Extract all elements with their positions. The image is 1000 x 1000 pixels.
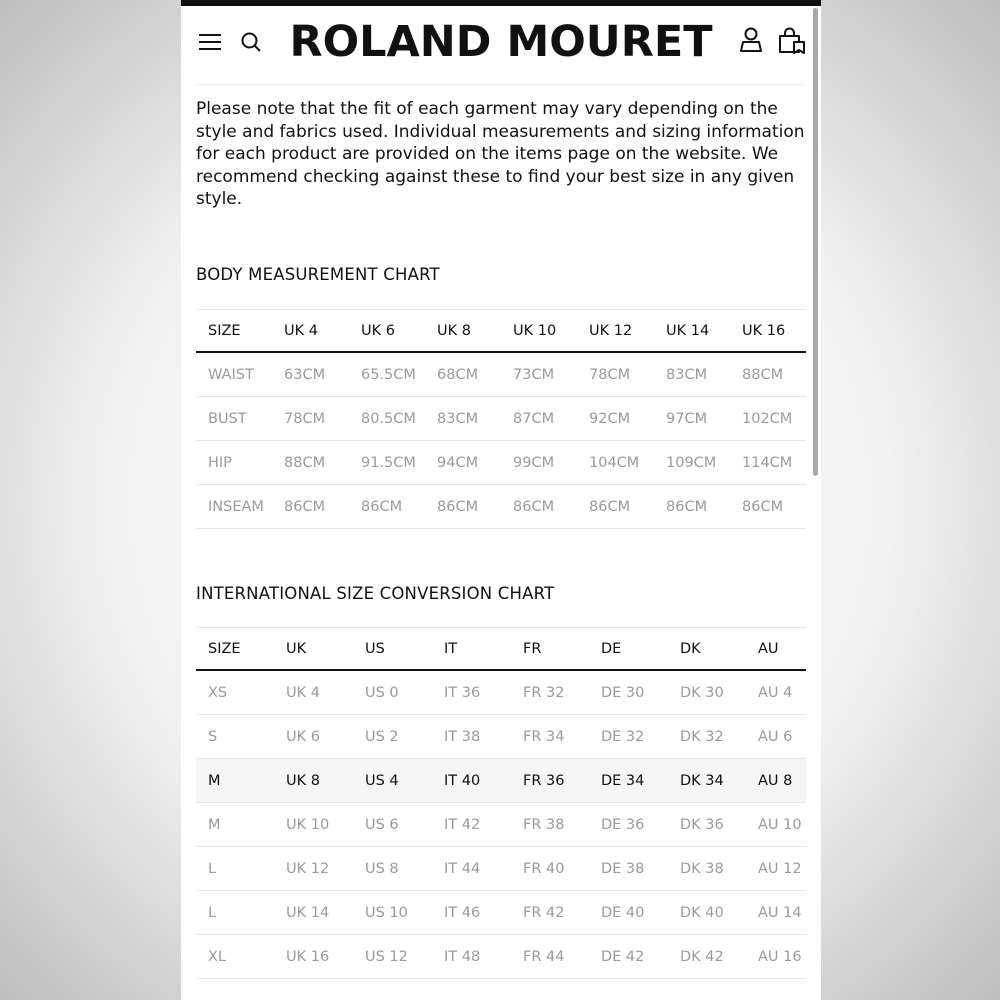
table-header-row <box>196 309 806 353</box>
body-measurement-table <box>196 309 806 529</box>
site-header <box>181 6 821 84</box>
table-cell: DK 32 <box>680 728 724 745</box>
table-row <box>196 891 806 935</box>
table-cell: DK 34 <box>680 772 724 789</box>
table-cell: 80.5CM <box>361 410 416 427</box>
table-cell: IT 38 <box>444 728 481 745</box>
column-header: UK 16 <box>742 322 786 339</box>
column-header: FR <box>523 640 542 657</box>
table-cell: US 8 <box>365 860 399 877</box>
table-cell: 78CM <box>284 410 326 427</box>
table-cell: 102CM <box>742 410 793 427</box>
table-cell: 88CM <box>742 366 784 383</box>
table-row <box>196 715 806 759</box>
table-cell: FR 44 <box>523 948 565 965</box>
column-header: US <box>365 640 385 657</box>
table-cell: 65.5CM <box>361 366 416 383</box>
header-divider <box>196 84 806 85</box>
column-header: UK 4 <box>284 322 318 339</box>
table-row <box>196 759 806 803</box>
table-cell: AU 16 <box>758 948 802 965</box>
table-cell: 86CM <box>589 498 631 515</box>
table-cell: FR 40 <box>523 860 565 877</box>
table-cell: 88CM <box>284 454 326 471</box>
table-cell: 83CM <box>666 366 708 383</box>
table-cell: UK 10 <box>286 816 330 833</box>
table-cell: IT 42 <box>444 816 481 833</box>
table-row <box>196 397 806 441</box>
sizing-note: Please note that the fit of each garment may vary depending on the style and fabrics used. Individual measurements and sizing information for each product are provided on the items page on the website. We recommend checking against these to find your best size in any given style. <box>196 99 805 209</box>
table-cell: 63CM <box>284 366 326 383</box>
table-cell: UK 8 <box>286 772 320 789</box>
search-icon[interactable] <box>239 30 263 54</box>
table-cell: UK 16 <box>286 948 330 965</box>
table-cell: 86CM <box>513 498 555 515</box>
scrollbar[interactable] <box>813 8 818 476</box>
table-cell: M <box>208 772 221 789</box>
menu-icon[interactable] <box>198 32 222 52</box>
table-cell: 86CM <box>666 498 708 515</box>
table-cell: 86CM <box>361 498 403 515</box>
table-cell: DE 42 <box>601 948 645 965</box>
table-cell: 68CM <box>437 366 479 383</box>
table-cell: L <box>208 904 217 921</box>
table-cell: AU 12 <box>758 860 802 877</box>
table-row <box>196 671 806 715</box>
column-header: SIZE <box>208 640 241 657</box>
column-header: UK 12 <box>589 322 633 339</box>
column-header: UK 6 <box>361 322 395 339</box>
table-cell: 92CM <box>589 410 631 427</box>
table-cell: US 6 <box>365 816 399 833</box>
table-cell: S <box>208 728 218 745</box>
column-header: SIZE <box>208 322 241 339</box>
table-cell: UK 12 <box>286 860 330 877</box>
table-cell: US 4 <box>365 772 399 789</box>
table-cell: IT 48 <box>444 948 481 965</box>
table-cell: DK 36 <box>680 816 724 833</box>
phone-screen <box>181 0 821 1000</box>
table-header-row <box>196 627 806 671</box>
table-cell: 109CM <box>666 454 717 471</box>
table-cell: DE 34 <box>601 772 645 789</box>
table-cell: UK 6 <box>286 728 320 745</box>
table-cell: IT 46 <box>444 904 481 921</box>
account-icon[interactable] <box>738 26 764 54</box>
table-cell: IT 40 <box>444 772 481 789</box>
shopping-bag-icon[interactable] <box>778 26 806 56</box>
table-cell: AU 8 <box>758 772 793 789</box>
table-cell: 114CM <box>742 454 793 471</box>
size-conversion-table <box>196 627 806 979</box>
table-cell: IT 36 <box>444 684 481 701</box>
table-cell: INSEAM <box>208 498 264 515</box>
table-cell: M <box>208 816 221 833</box>
table-cell: DK 30 <box>680 684 724 701</box>
table-cell: 73CM <box>513 366 555 383</box>
table-cell: 78CM <box>589 366 631 383</box>
column-header: UK 8 <box>437 322 471 339</box>
table-row <box>196 935 806 979</box>
table-cell: DE 40 <box>601 904 645 921</box>
table-cell: AU 14 <box>758 904 802 921</box>
table-cell: UK 4 <box>286 684 320 701</box>
table-cell: DE 36 <box>601 816 645 833</box>
body-chart-title: BODY MEASUREMENT CHART <box>196 265 440 284</box>
table-cell: 86CM <box>437 498 479 515</box>
table-cell: 104CM <box>589 454 640 471</box>
conversion-chart-title: INTERNATIONAL SIZE CONVERSION CHART <box>196 584 555 603</box>
table-cell: XS <box>208 684 228 701</box>
table-cell: IT 44 <box>444 860 481 877</box>
column-header: UK <box>286 640 307 657</box>
table-cell: 87CM <box>513 410 555 427</box>
table-cell: US 2 <box>365 728 399 745</box>
table-row <box>196 441 806 485</box>
table-cell: L <box>208 860 217 877</box>
table-cell: DK 42 <box>680 948 724 965</box>
table-cell: 86CM <box>284 498 326 515</box>
table-cell: US 12 <box>365 948 408 965</box>
table-cell: WAIST <box>208 366 254 383</box>
table-cell: DK 38 <box>680 860 724 877</box>
table-cell: AU 6 <box>758 728 793 745</box>
table-cell: 94CM <box>437 454 479 471</box>
table-cell: XL <box>208 948 227 965</box>
table-cell: 86CM <box>742 498 784 515</box>
table-cell: UK 14 <box>286 904 330 921</box>
column-header: UK 14 <box>666 322 710 339</box>
table-row <box>196 485 806 529</box>
column-header: AU <box>758 640 779 657</box>
table-cell: 83CM <box>437 410 479 427</box>
table-row <box>196 353 806 397</box>
table-cell: BUST <box>208 410 247 427</box>
table-cell: 97CM <box>666 410 708 427</box>
table-row <box>196 803 806 847</box>
table-cell: 99CM <box>513 454 555 471</box>
column-header: IT <box>444 640 458 657</box>
table-cell: AU 4 <box>758 684 793 701</box>
table-cell: FR 38 <box>523 816 565 833</box>
table-cell: DE 30 <box>601 684 645 701</box>
table-cell: DK 40 <box>680 904 724 921</box>
table-cell: DE 32 <box>601 728 645 745</box>
table-cell: DE 38 <box>601 860 645 877</box>
table-cell: FR 36 <box>523 772 565 789</box>
table-cell: US 0 <box>365 684 399 701</box>
table-cell: HIP <box>208 454 232 471</box>
table-cell: 91.5CM <box>361 454 416 471</box>
table-row <box>196 847 806 891</box>
brand-logo[interactable]: ROLAND MOURET <box>289 17 713 67</box>
column-header: UK 10 <box>513 322 557 339</box>
column-header: DE <box>601 640 622 657</box>
table-cell: FR 42 <box>523 904 565 921</box>
table-cell: FR 32 <box>523 684 565 701</box>
table-cell: FR 34 <box>523 728 565 745</box>
table-cell: US 10 <box>365 904 408 921</box>
column-header: DK <box>680 640 701 657</box>
table-cell: AU 10 <box>758 816 802 833</box>
